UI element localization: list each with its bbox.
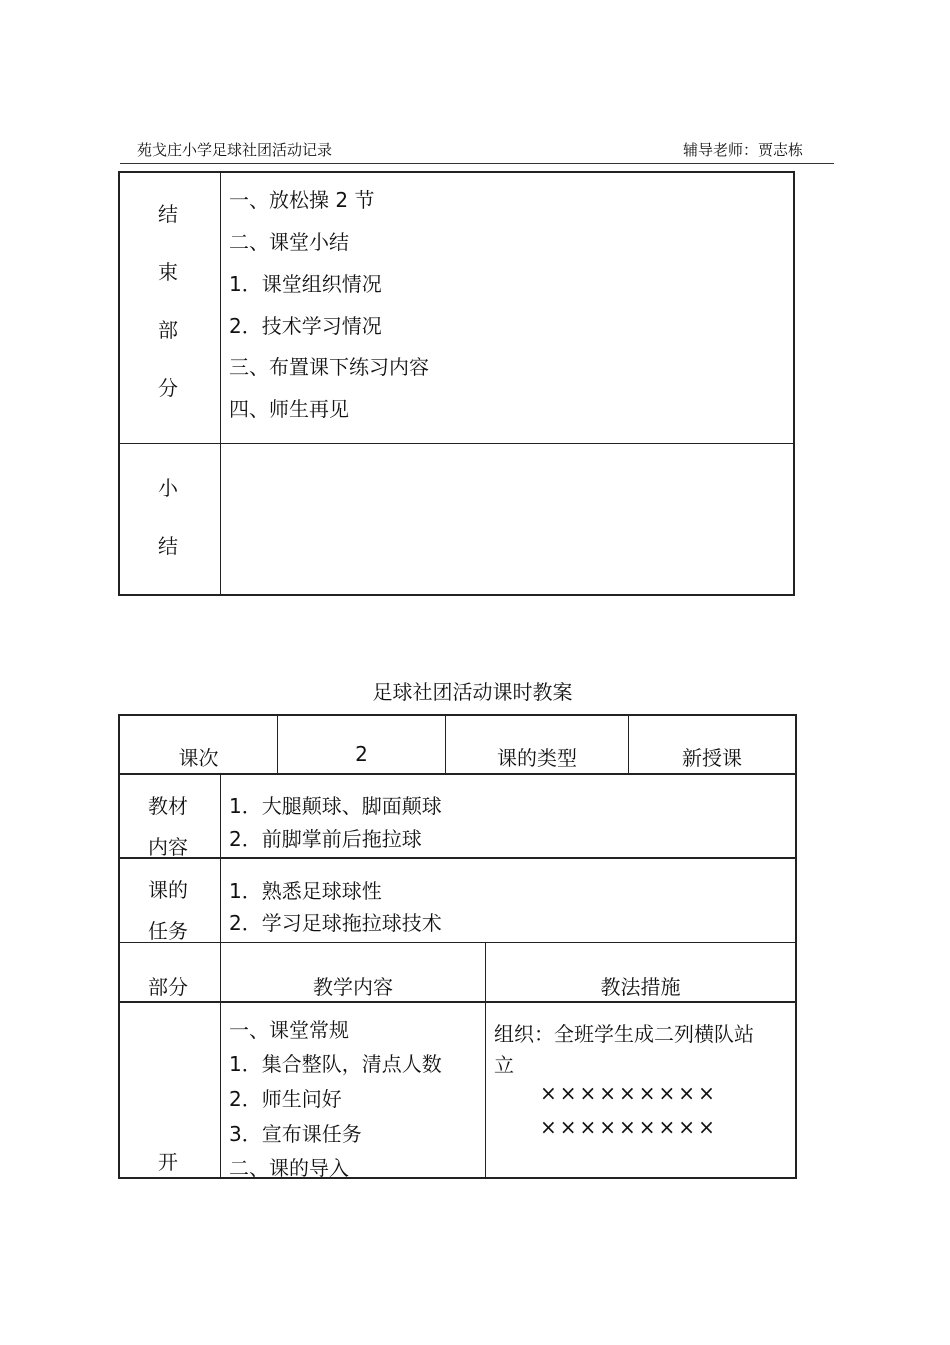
formation-row: ××××××××× [540, 1115, 718, 1139]
end-content-line: 1．课堂组织情况 [229, 272, 382, 296]
tasks-item: 2．学习足球拖拉球技术 [229, 911, 442, 935]
end-content-line: 三、布置课下练习内容 [229, 355, 429, 379]
opening-content-line: 3．宣布课任务 [229, 1122, 362, 1146]
lesson-number-value: 2 [355, 742, 368, 766]
section-label-char: 束 [158, 260, 178, 284]
summary-label-char: 结 [158, 534, 178, 558]
content-column-header: 教学内容 [313, 975, 393, 999]
header-rule [120, 163, 834, 164]
opening-content-line: 1．集合整队，清点人数 [229, 1052, 442, 1076]
opening-part-label: 开 [158, 1150, 178, 1174]
lesson-plan-title: 足球社团活动课时教案 [372, 680, 573, 704]
opening-content-line: 一、课堂常规 [229, 1018, 349, 1042]
methods-column-header: 教法措施 [600, 975, 681, 999]
end-content-line: 四、师生再见 [229, 397, 349, 421]
lesson-number-label: 课次 [178, 746, 219, 770]
end-content-line: 2．技术学习情况 [229, 314, 382, 338]
organization-text: 组织：全班学生成二列横队站 [494, 1022, 754, 1046]
tasks-item: 1．熟悉足球球性 [229, 879, 382, 903]
opening-content-line: 2．师生问好 [229, 1087, 342, 1111]
organization-text: 立 [494, 1053, 514, 1077]
materials-label: 内容 [148, 835, 188, 859]
section-label-char: 分 [158, 376, 178, 400]
table-divider [220, 171, 221, 596]
tasks-label: 任务 [148, 919, 188, 943]
lesson-type-value: 新授课 [682, 746, 742, 770]
formation-row: ××××××××× [540, 1081, 718, 1105]
section-label-char: 结 [158, 202, 178, 226]
end-content-line: 二、课堂小结 [229, 230, 349, 254]
table-divider [118, 443, 795, 444]
teacher-name: 辅导老师：贾志栋 [683, 141, 804, 159]
materials-item: 1．大腿颠球、脚面颠球 [229, 794, 442, 818]
record-title: 苑戈庄小学足球社团活动记录 [137, 141, 333, 159]
tasks-label: 课的 [148, 878, 188, 902]
end-content-line: 一、放松操 2 节 [229, 188, 375, 212]
summary-label-char: 小 [158, 476, 178, 500]
opening-content-line: 二、课的导入 [229, 1156, 349, 1180]
section-label-char: 部 [158, 318, 178, 342]
part-column-header: 部分 [148, 975, 188, 999]
materials-item: 2．前脚掌前后拖拉球 [229, 827, 422, 851]
lesson-type-label: 课的类型 [497, 746, 577, 770]
materials-label: 教材 [148, 794, 188, 818]
